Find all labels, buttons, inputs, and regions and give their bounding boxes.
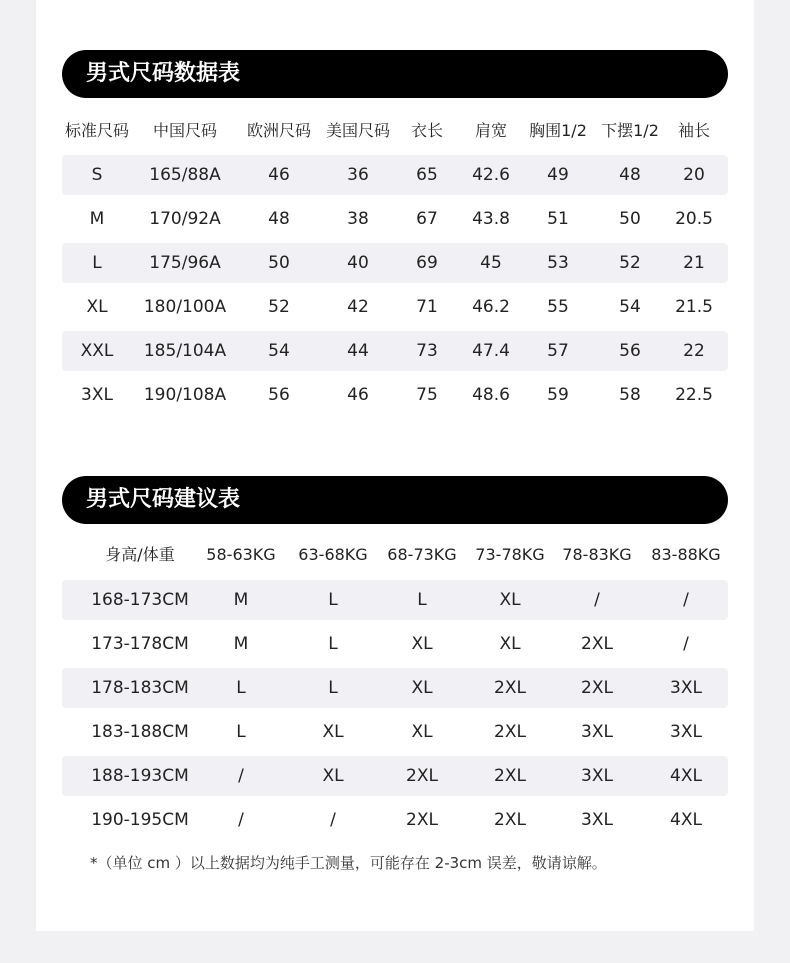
size-table-header-cell: 标准尺码 [64,121,130,140]
table-cell: 46 [268,165,290,185]
size-table-header-cell: 衣长 [410,121,444,140]
table-cell: 173-178CM [91,634,189,654]
size-table-header-cell: 中国尺码 [152,121,218,140]
table-cell: / [238,766,244,786]
table-cell: S [91,165,103,185]
table-cell: 2XL [581,634,613,654]
table-cell: 21.5 [675,297,713,317]
table-cell: 3XL [670,722,702,742]
table-cell: L [417,590,427,610]
table-cell: M [233,590,249,610]
advice-table-row [62,756,728,796]
table-cell: 58 [619,385,641,405]
table-cell: 47.4 [472,341,510,361]
table-cell: 45 [480,253,502,273]
table-cell: 22.5 [675,385,713,405]
advice-table-header-cell: 68-73KG [387,545,457,564]
table-cell: 48 [619,165,641,185]
table-cell: 21 [683,253,705,273]
table-cell: 67 [416,209,438,229]
size-table-row [62,375,728,415]
size-data-table [62,116,728,419]
size-table-header-cell: 美国尺码 [325,121,391,140]
table-cell: 2XL [494,678,526,698]
table-cell: L [236,722,246,742]
table-cell: 49 [547,165,569,185]
table-cell: XL [322,722,344,742]
table-cell: 55 [547,297,569,317]
advice-table-row [62,580,728,620]
size-table-header-cell: 下摆1/2 [601,121,659,140]
table-cell: 43.8 [472,209,510,229]
table-cell: XL [322,766,344,786]
table-cell: 71 [416,297,438,317]
table-cell: 42 [347,297,369,317]
table-cell: 170/92A [149,209,221,229]
table-cell: 20.5 [675,209,713,229]
table-cell: 185/104A [143,341,227,361]
table-cell: 183-188CM [91,722,189,742]
table-cell: / [594,590,600,610]
table-cell: 65 [416,165,438,185]
size-table-row [62,243,728,283]
table-cell: 2XL [406,810,438,830]
advice-table-header-cell: 73-78KG [475,545,545,564]
table-cell: 56 [268,385,290,405]
table-cell: 180/100A [143,297,227,317]
table-cell: 2XL [406,766,438,786]
table-cell: 53 [547,253,569,273]
table-cell: M [89,209,105,229]
advice-table-row [62,624,728,664]
size-table-row [62,155,728,195]
table-cell: 3XL [670,678,702,698]
advice-table-header [62,540,728,570]
table-cell: 51 [547,209,569,229]
table-cell: XL [499,634,521,654]
size-table-header-cell: 欧洲尺码 [246,121,312,140]
footnote: *（单位 cm ）以上数据均为纯手工测量，可能存在 2-3cm 误差，敬请谅解。 [90,854,607,872]
table-cell: 178-183CM [91,678,189,698]
size-advice-table [62,540,728,844]
table-cell: 46.2 [472,297,510,317]
table-cell: L [92,253,102,273]
table-cell: 4XL [670,766,702,786]
table-cell: XL [411,722,433,742]
size-table-header-cell: 袖长 [677,121,711,140]
table-cell: XL [86,297,108,317]
table-cell: L [328,634,338,654]
table-cell: 3XL [581,766,613,786]
table-cell: 42.6 [472,165,510,185]
table-cell: 54 [619,297,641,317]
table-cell: 52 [619,253,641,273]
table-cell: XL [411,634,433,654]
size-table-row [62,331,728,371]
advice-table-header-cell: 83-88KG [651,545,721,564]
table-cell: L [328,590,338,610]
table-cell: 48 [268,209,290,229]
table-cell: 44 [347,341,369,361]
table-cell: / [330,810,336,830]
table-cell: 2XL [494,810,526,830]
table-cell: 3XL [81,385,113,405]
advice-table-row [62,712,728,752]
table-cell: 46 [347,385,369,405]
size-table-row [62,199,728,239]
table-cell: / [683,590,689,610]
table-cell: XXL [80,341,114,361]
table-cell: 165/88A [149,165,221,185]
advice-table-header-cell: 身高/体重 [105,545,175,564]
table-cell: 188-193CM [91,766,189,786]
table-cell: 190/108A [143,385,227,405]
advice-table-row [62,800,728,840]
table-cell: / [683,634,689,654]
table-cell: 75 [416,385,438,405]
table-cell: L [236,678,246,698]
table-cell: 73 [416,341,438,361]
table-cell: 2XL [494,722,526,742]
table-cell: 175/96A [149,253,221,273]
table-cell: 2XL [581,678,613,698]
table-cell: 36 [347,165,369,185]
table-cell: 59 [547,385,569,405]
table-cell: 38 [347,209,369,229]
advice-table-header-cell: 63-68KG [298,545,368,564]
size-table-header-cell: 胸围1/2 [529,121,587,140]
advice-table-header-cell: 78-83KG [562,545,632,564]
table-cell: XL [411,678,433,698]
table-cell: 48.6 [472,385,510,405]
table-cell: 20 [683,165,705,185]
table-cell: / [238,810,244,830]
size-table-title: 男式尺码数据表 [62,50,728,98]
table-cell: 50 [268,253,290,273]
table-cell: 22 [683,341,705,361]
table-cell: 56 [619,341,641,361]
size-table-row [62,287,728,327]
advice-table-row [62,668,728,708]
table-cell: 40 [347,253,369,273]
table-cell: 50 [619,209,641,229]
table-cell: 57 [547,341,569,361]
table-cell: M [233,634,249,654]
advice-table-title: 男式尺码建议表 [62,476,728,524]
table-cell: 3XL [581,810,613,830]
table-cell: 52 [268,297,290,317]
table-cell: 2XL [494,766,526,786]
table-cell: 168-173CM [91,590,189,610]
table-cell: 54 [268,341,290,361]
size-table-header-cell: 肩宽 [474,121,508,140]
table-cell: 3XL [581,722,613,742]
advice-table-header-cell: 58-63KG [206,545,276,564]
table-cell: XL [499,590,521,610]
table-cell: L [328,678,338,698]
size-table-header [62,116,728,146]
table-cell: 190-195CM [91,810,189,830]
table-cell: 69 [416,253,438,273]
table-cell: 4XL [670,810,702,830]
